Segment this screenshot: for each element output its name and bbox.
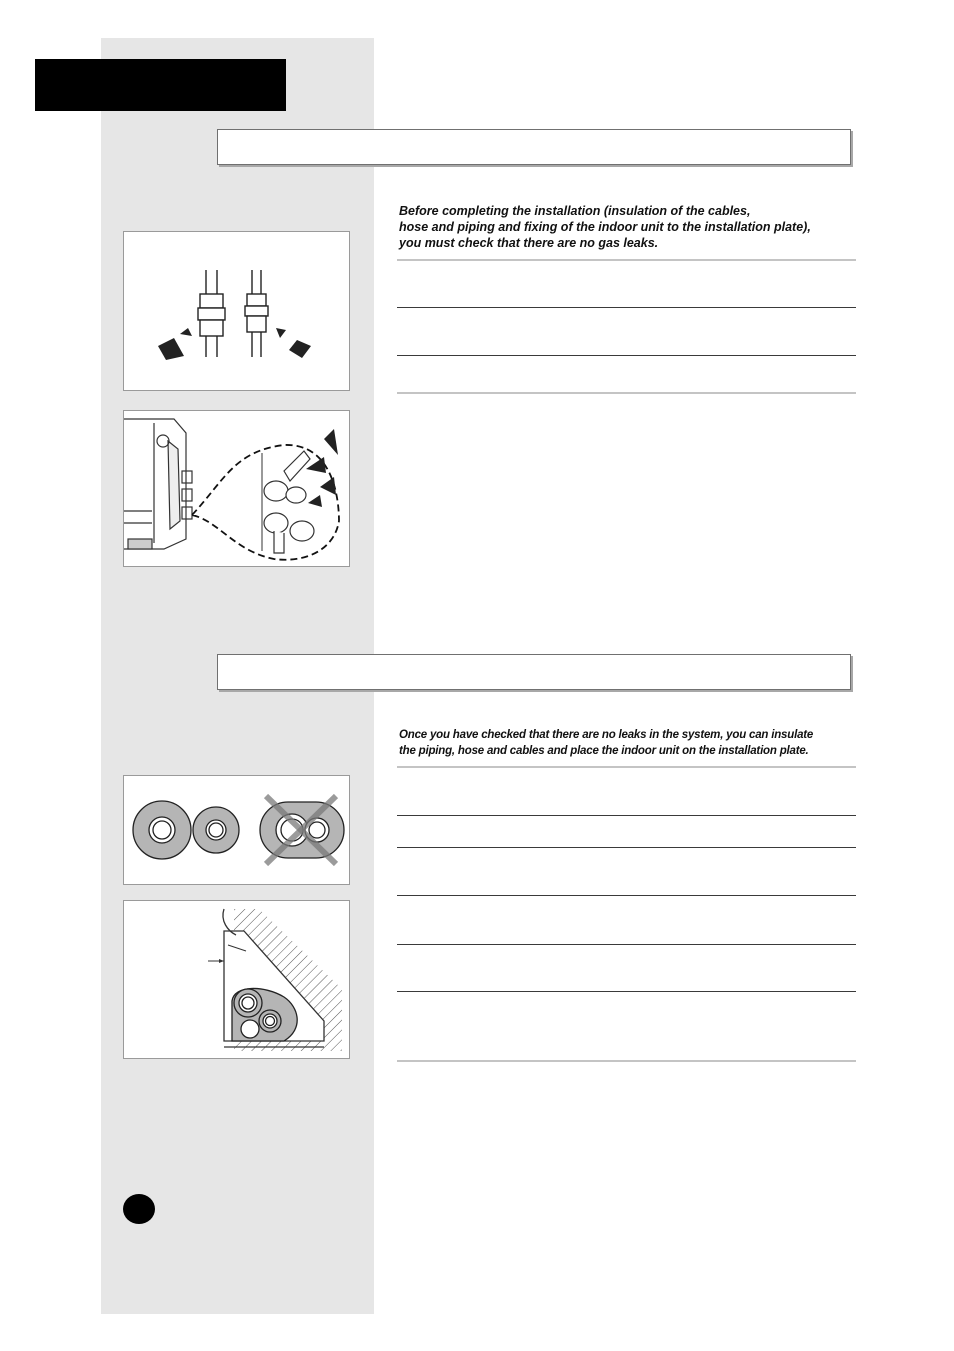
- wall-hole-figure: [123, 900, 350, 1059]
- divider: [397, 847, 856, 848]
- insulation-figure: [123, 775, 350, 885]
- divider: [397, 307, 856, 308]
- divider: [397, 766, 856, 768]
- divider: [397, 815, 856, 816]
- divider: [397, 259, 856, 261]
- intro-line: Before completing the installation (insulation of the cables,: [399, 204, 751, 218]
- intro-line: you must check that there are no gas leaks.: [399, 236, 659, 250]
- divider: [397, 392, 856, 394]
- pipe-joint-figure: [123, 231, 350, 391]
- divider: [397, 355, 856, 356]
- divider: [397, 944, 856, 945]
- pipe-joint-leak-check-icon: [124, 232, 349, 390]
- section-header-box-2: [217, 654, 851, 690]
- outdoor-unit-valve-check-icon: [124, 411, 349, 566]
- divider: [397, 991, 856, 992]
- section-1-intro: [399, 203, 861, 251]
- intro-line: Once you have checked that there are no leaks in the system, you can insulate: [399, 729, 814, 741]
- divider: [397, 895, 856, 896]
- divider: [397, 1060, 856, 1062]
- section-header-box-1: [217, 129, 851, 165]
- wall-hole-pipe-placement-icon: [124, 901, 349, 1058]
- chapter-tab: [35, 59, 286, 111]
- outdoor-valve-figure: [123, 410, 350, 567]
- intro-line: hose and piping and fixing of the indoor unit to the installation plate),: [399, 220, 811, 234]
- section-2-intro: [399, 727, 861, 759]
- intro-line: the piping, hose and cables and place the indoor unit on the installation plate.: [399, 745, 809, 757]
- pipe-insulation-cross-section-icon: [124, 776, 349, 884]
- page-number-marker: [123, 1194, 155, 1224]
